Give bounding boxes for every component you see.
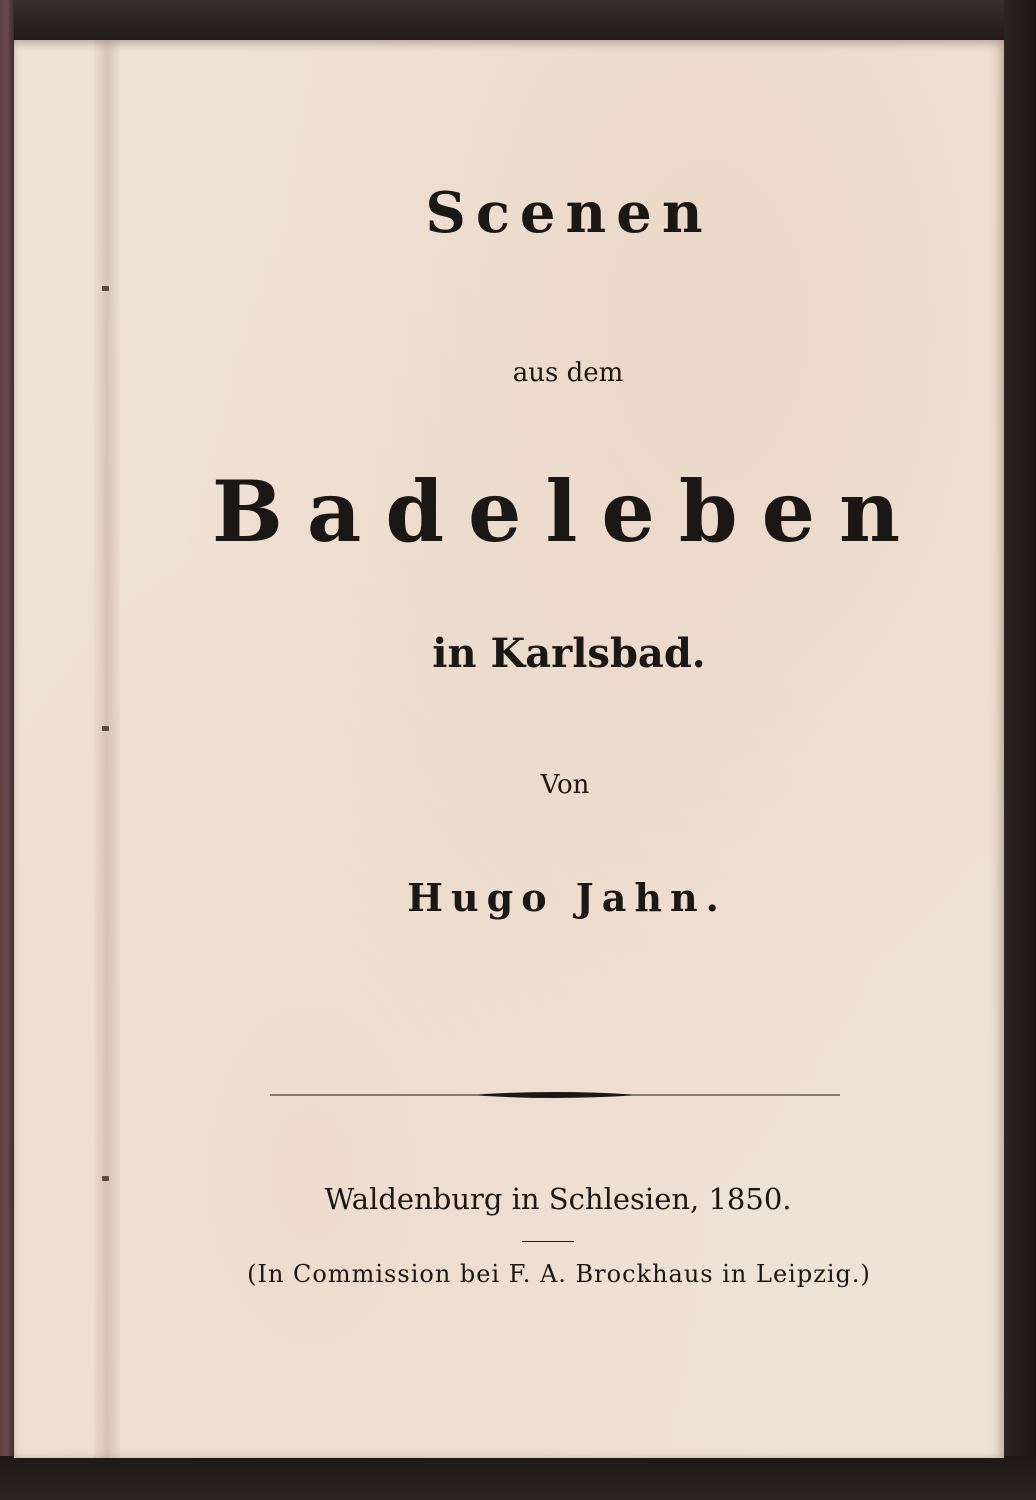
title-line-aus-dem: aus dem [512,358,624,388]
page-gutter [94,40,120,1458]
binding-stitch [102,726,109,731]
binding-stitch [102,1176,109,1181]
imprint-place-year: Waldenburg in Schlesien, 1850. [324,1182,792,1216]
short-rule [522,1241,574,1242]
book-cover-right [1004,0,1036,1500]
book-spine-edge [0,0,14,1500]
binding-stitch [102,286,109,291]
commission-note: (In Commission bei F. A. Brockhaus in Leipzig.) [247,1260,871,1288]
title-page [14,40,1004,1458]
ornamental-rule [270,1090,840,1100]
title-line-badeleben: Badeleben [211,462,925,561]
author-name: Hugo Jahn. [407,875,727,920]
author-prefix: Von [540,770,590,800]
title-line-karlsbad: in Karlsbad. [432,630,706,677]
book-cover-top [0,0,1036,42]
book-cover-bottom [0,1456,1036,1500]
title-line-scenen: Scenen [425,180,713,246]
